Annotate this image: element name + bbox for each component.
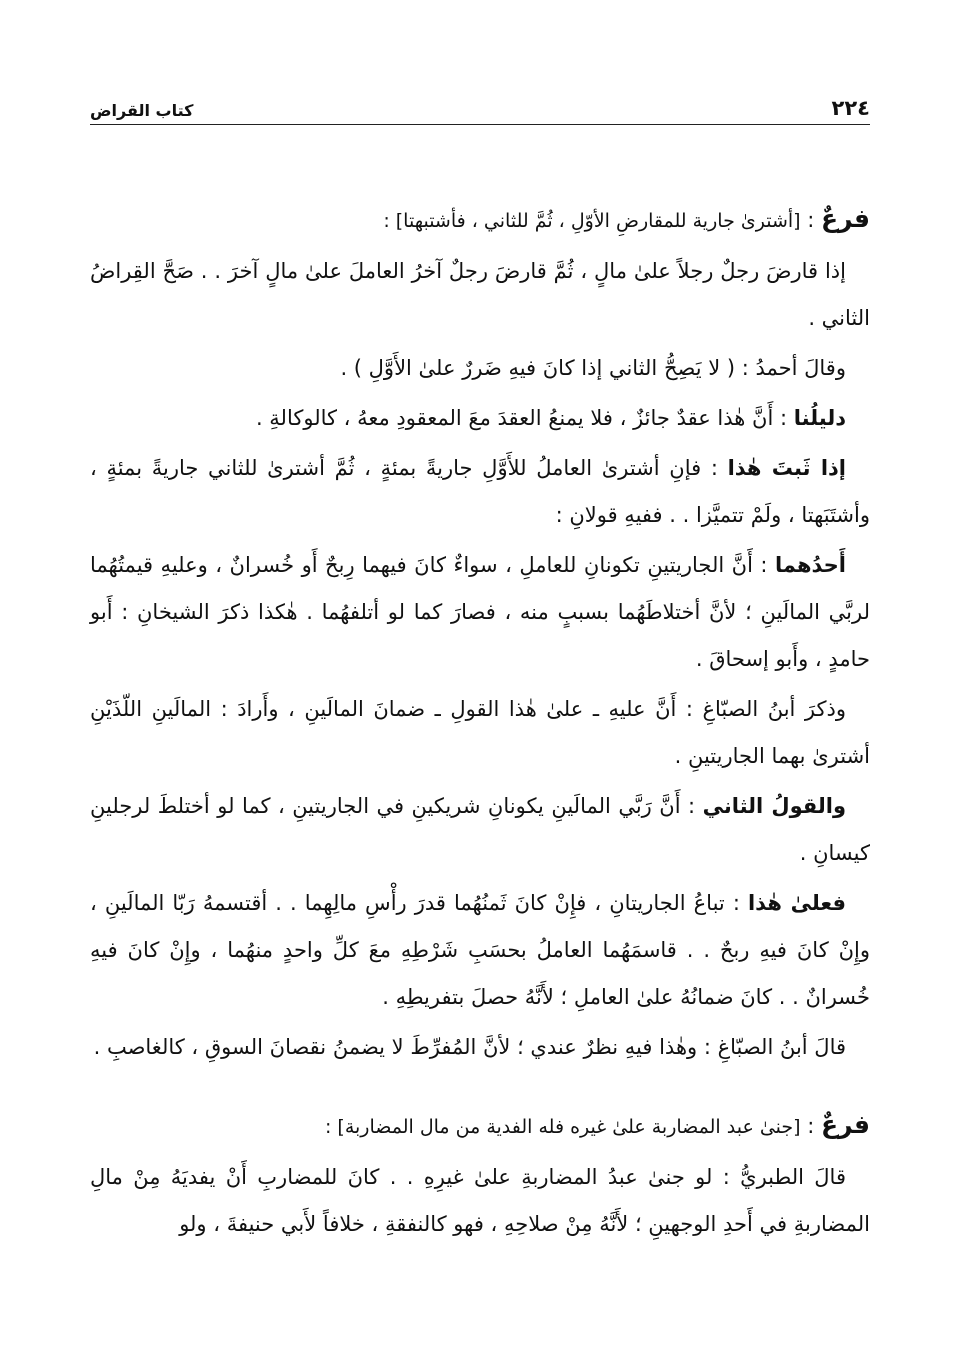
separator: : — [773, 406, 794, 430]
branch-label: فرعٌ — [821, 204, 870, 233]
paragraph — [90, 1154, 870, 1248]
paragraph-lead: أَحدُهما — [775, 553, 846, 577]
paragraph-text: فإنِ أشترىٰ العاملُ للأَوَّلِ جاريةً بمئةٍ ، ثُمَّ أشترىٰ للثاني جاريةً بمئةٍ ، وأشتَبَهتا ، ولَمْ تتميَّزا . . ففيهِ قولانِ : — [90, 456, 870, 527]
paragraph-text: أَنَّ رَبَّي المالَينِ يكونانِ شريكينِ في الجاريتينِ ، كما لو أختلطَ لرجلينِ كيسانِ . — [90, 794, 870, 865]
paragraph — [90, 345, 870, 392]
paragraph — [90, 445, 870, 539]
branch-heading — [90, 1101, 870, 1151]
paragraph-lead: إذا ثَبتَ هٰذا — [727, 456, 846, 480]
paragraph-text: وقالَ أحمدُ : ( لا يَصِحُّ الثاني إذا كانَ فيهِ ضَررٌ علىٰ الأَوَّلِ ) . — [340, 356, 846, 380]
paragraph — [90, 880, 870, 1021]
separator: : — [724, 891, 748, 915]
separator: : — [680, 794, 703, 818]
separator: : — [800, 1114, 821, 1138]
paragraph-lead: والقولُ الثاني — [702, 794, 846, 818]
paragraph — [90, 542, 870, 683]
paragraph — [90, 783, 870, 877]
separator: : — [800, 208, 821, 232]
branch-title: [جنىٰ عبد المضاربة علىٰ غيره فله الفدية من مال المضاربة] : — [324, 1116, 801, 1138]
paragraph-text: قالَ الطبريُّ : لو جنىٰ عبدُ المضاربةِ علىٰ غيرِهِ . . كانَ للمضاربِ أَنْ يفديَهُ مِنْ مالِ المضاربةِ في أَحدِ الوجهينِ ؛ لأَنَّهُ مِنْ صلاحِهِ ، فهو كالنفقةِ ، خلافاً لأَبي حنيفةَ ، ولو — [90, 1165, 870, 1236]
branch-heading — [90, 195, 870, 245]
book-page — [90, 0, 870, 1367]
page-number: ٢٢٤ — [831, 96, 870, 120]
paragraph — [90, 395, 870, 442]
branch-label: فرعٌ — [821, 1110, 870, 1139]
paragraph-text: قالَ أبنُ الصبّاغِ : وهٰذا فيهِ نظرٌ عندي ؛ لأنَّ المُفرِّطَ لا يضمنُ نقصانَ السوقِ ، كالغاصبِ . — [93, 1035, 846, 1059]
paragraph-text: تباعُ الجاريتانِ ، فإِنْ كانَ ثَمنُهُما قدرَ رأْسِ مالِهِما . . أقتسمهُ رَبّا المالَينِ ، وإِنْ كانَ فيهِ ربحٌ . . قاسمَهُما العاملُ بحسَبِ شَرْطِهِ معَ كلِّ واحدٍ منهُما ، وإِنْ كانَ فيهِ خُسرانٌ . . كانَ ضمانُهُ علىٰ العاملِ ؛ لأَنَّهُ حصلَ بتفريطِهِ . — [90, 891, 870, 1009]
paragraph-text: أَنَّ الجاريتينِ تكونانِ للعاملِ ، سواءٌ كانَ فيهما رِبحٌ أَو خُسرانٌ ، وعليهِ قيمتُهُما لربَّي المالَينِ ؛ لأنَّ أختلاطَهُما بسببٍ منه ، فصارَ كما لو أتلفهُما . هٰكذا ذكرَ الشيخانِ : أَبو حامدٍ ، وأَبو إسحاقَ . — [90, 553, 870, 671]
separator: : — [752, 553, 775, 577]
branch-title: [أشترىٰ جارية للمقارضِ الأوّلِ ، ثُمَّ للثاني ، فأشتبهتا] : — [383, 210, 801, 232]
paragraph-lead: فعلىٰ هٰذا — [747, 891, 846, 915]
paragraph-text: وذكرَ أبنُ الصبّاغِ : أَنَّ عليهِ ـ علىٰ هٰذا القولِ ـ ضمانَ المالَينِ ، وأَرادَ : المالَينِ اللّذَيْنِ أشترىٰ بهما الجاريتينِ . — [90, 697, 870, 768]
paragraph — [90, 1024, 870, 1071]
page-body — [90, 195, 870, 1251]
paragraph — [90, 686, 870, 780]
paragraph-lead: دليلُنا — [793, 406, 846, 430]
paragraph-text: أَنَّ هٰذا عقدٌ جائزٌ ، فلا يمنعُ العقدَ معَ المعقودِ معهُ ، كالوكالةِ . — [255, 406, 774, 430]
separator: : — [701, 456, 728, 480]
running-title: كتاب القراض — [90, 101, 194, 120]
paragraph — [90, 248, 870, 342]
page-header — [90, 86, 870, 125]
paragraph-text: إذا قارضَ رجلٌ رجلاً علىٰ مالٍ ، ثُمَّ قارضَ رجلٌ آخرُ العاملَ علىٰ مالٍ آخرَ . . صَحَّ القِراضُ الثاني . — [90, 259, 870, 330]
